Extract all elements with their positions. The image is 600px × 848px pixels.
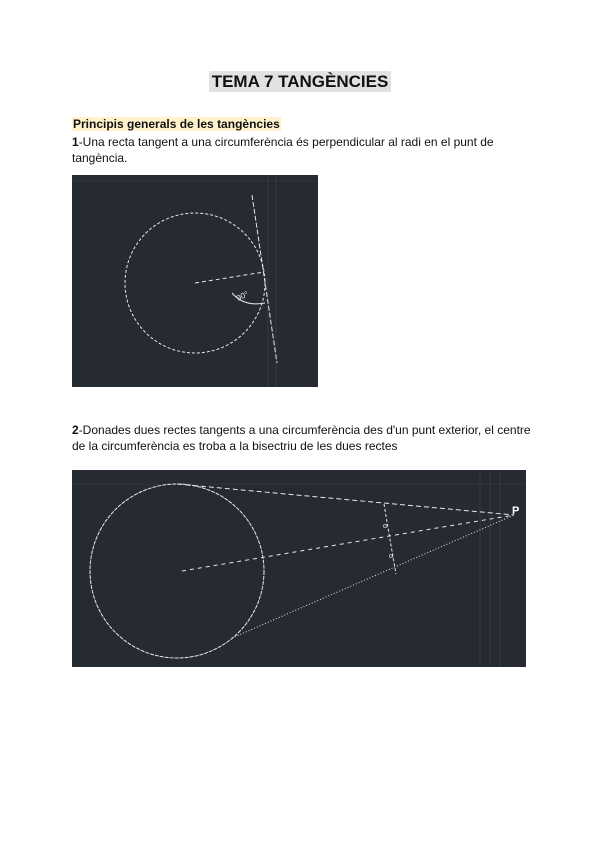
angle-mark-1: α: [383, 523, 388, 530]
angle-mark-2: α: [389, 553, 394, 560]
principle-2-number: 2: [72, 423, 79, 437]
lower-tangent: [232, 515, 514, 638]
bisector-line: [182, 515, 514, 571]
figure-bisector: [72, 470, 526, 667]
tangent-line: [252, 195, 277, 363]
upper-tangent: [177, 484, 514, 515]
angle-label-90: 90°: [235, 289, 250, 303]
radius-line: [195, 272, 264, 283]
principle-2: [72, 422, 532, 454]
circle-2: [90, 484, 264, 658]
point-p-label: P: [512, 505, 520, 517]
principle-1-number: 1: [72, 135, 79, 149]
section-heading: Principis generals de les tangències: [73, 117, 280, 131]
page-title: [0, 72, 600, 92]
principle-2-text: -Donades dues rectes tangents a una circumferència des d'un punt exterior, el centre de la circumferència es troba a la bisectriu de les dues rectes: [72, 423, 531, 453]
principle-1-text: -Una recta tangent a una circumferència és perpendicular al radi en el punt de tangència.: [72, 135, 494, 165]
angle-arc: [384, 504, 396, 574]
figure-tangent-perpendicular: [72, 175, 318, 387]
title-text: TEMA 7 TANGÈNCIES: [209, 71, 392, 92]
principle-1: [72, 134, 532, 166]
